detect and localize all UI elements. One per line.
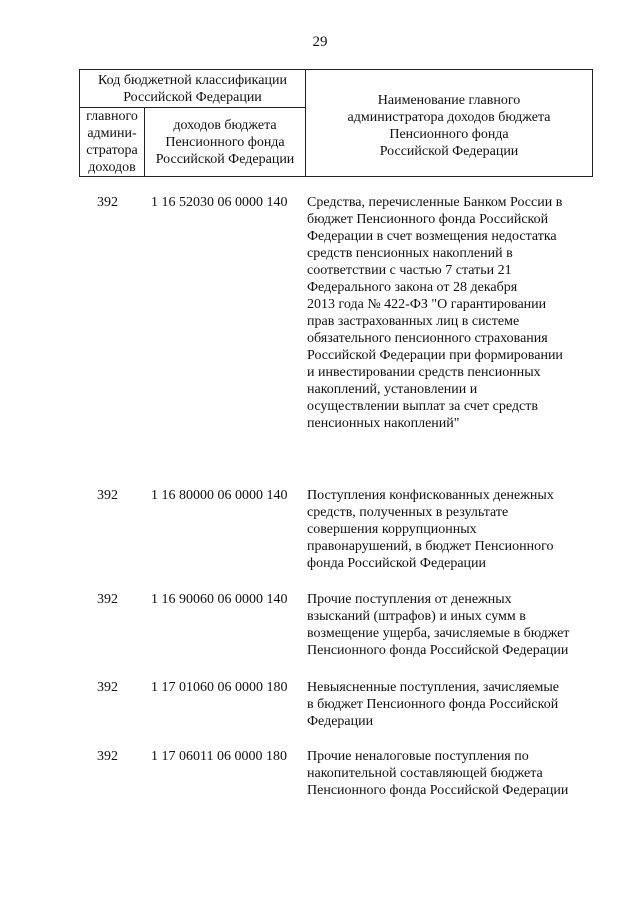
description-line: Пенсионного фонда Российской Федерации xyxy=(307,643,569,658)
description-line: бюджет Пенсионного фонда Российской xyxy=(307,212,549,227)
header-text-line: доходов бюджета xyxy=(173,118,277,133)
description-line: совершения коррупционных xyxy=(307,522,477,537)
description-line: накоплений, установлении и xyxy=(307,382,478,397)
description-line: и инвестировании средств пенсионных xyxy=(307,365,541,380)
description-line: пенсионных накоплений" xyxy=(307,416,460,431)
description-line: осуществлении выплат за счет средств xyxy=(307,399,538,414)
description-line: взысканий (штрафов) и иных сумм в xyxy=(307,609,526,624)
header-text-line: Российской Федерации xyxy=(379,144,519,159)
description-line: Российской Федерации при формировании xyxy=(307,348,563,363)
description-line: правонарушений, в бюджет Пенсионного xyxy=(307,539,554,554)
admin-code: 392 xyxy=(97,488,118,503)
description-line: возмещение ущерба, зачисляемые в бюджет xyxy=(307,626,570,641)
table-header xyxy=(79,69,593,177)
header-income-code xyxy=(145,108,306,176)
header-administrator-name xyxy=(306,70,592,176)
budget-code: 1 16 52030 06 0000 140 xyxy=(151,195,288,210)
header-text-line: Код бюджетной классификации xyxy=(98,73,287,88)
header-main-administrator xyxy=(80,108,145,176)
description-line: фонда Российской Федерации xyxy=(307,556,487,571)
description-line: средств, полученных в результате xyxy=(307,505,509,520)
description-line: прав застрахованных лиц в системе xyxy=(307,314,520,329)
admin-code: 392 xyxy=(97,680,118,695)
description-line: Невыясненные поступления, зачисляемые xyxy=(307,680,559,695)
header-text-line: стратора xyxy=(86,143,138,158)
admin-code: 392 xyxy=(97,592,118,607)
header-text-line: Российской Федерации xyxy=(123,90,262,105)
description-line: 2013 года № 422-ФЗ "О гарантировании xyxy=(307,297,547,312)
page-number: 29 xyxy=(312,34,328,50)
admin-code: 392 xyxy=(97,749,118,764)
description-line: Федерального закона от 28 декабря xyxy=(307,280,518,295)
row-description xyxy=(307,194,607,432)
budget-code: 1 17 01060 06 0000 180 xyxy=(151,680,288,695)
description-line: Прочие поступления от денежных xyxy=(307,592,512,607)
budget-code: 1 16 80000 06 0000 140 xyxy=(151,488,288,503)
description-line: средств пенсионных накоплений в xyxy=(307,246,513,261)
row-description xyxy=(307,591,607,659)
header-text-line: Наименование главного xyxy=(377,93,521,108)
description-line: Прочие неналоговые поступления по xyxy=(307,749,529,764)
row-description xyxy=(307,679,607,730)
budget-code: 1 16 90060 06 0000 140 xyxy=(151,592,288,607)
description-line: Федерации в счет возмещения недостатка xyxy=(307,229,557,244)
description-line: обязательного пенсионного страхования xyxy=(307,331,548,346)
description-line: в бюджет Пенсионного фонда Российской xyxy=(307,697,559,712)
row-description xyxy=(307,487,607,572)
description-line: соответствии с частью 7 статьи 21 xyxy=(307,263,512,278)
header-budget-classification-code xyxy=(80,70,306,108)
header-text-line: админи- xyxy=(87,126,137,141)
header-text-line: главного xyxy=(86,109,138,124)
admin-code: 392 xyxy=(97,195,118,210)
header-text-line: администратора доходов бюджета xyxy=(347,110,551,125)
description-line: Средства, перечисленные Банком России в xyxy=(307,195,563,210)
header-text-line: Российской Федерации xyxy=(155,152,295,167)
description-line: Федерации xyxy=(307,714,374,729)
header-text-line: Пенсионного фонда xyxy=(389,127,509,142)
row-description xyxy=(307,748,607,799)
description-line: Пенсионного фонда Российской Федерации xyxy=(307,783,569,798)
header-text-line: доходов xyxy=(88,160,136,175)
description-line: Поступления конфискованных денежных xyxy=(307,488,554,503)
budget-code: 1 17 06011 06 0000 180 xyxy=(151,749,287,764)
header-text-line: Пенсионного фонда xyxy=(165,135,285,150)
description-line: накопительной составляющей бюджета xyxy=(307,766,543,781)
